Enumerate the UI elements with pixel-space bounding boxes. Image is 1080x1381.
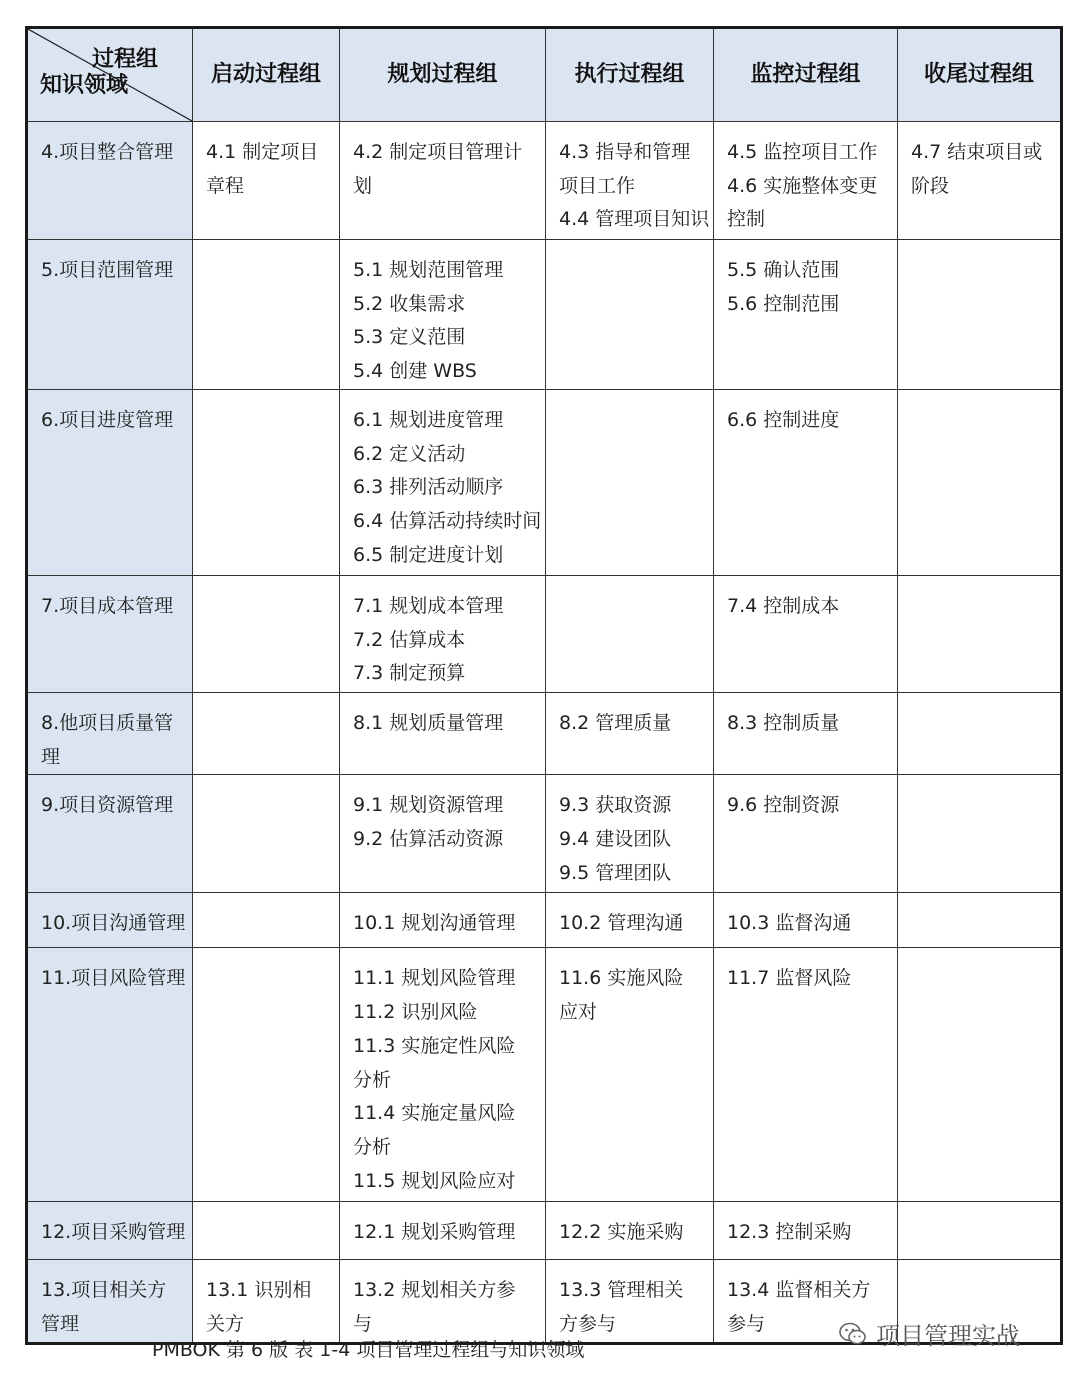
process-cell-planning <box>340 693 546 775</box>
process-line: 5.2 收集需求 <box>353 292 466 315</box>
process-line: 5.6 控制范围 <box>727 292 840 315</box>
process-line: 11.3 实施定性风险 <box>353 1034 516 1057</box>
process-cell-closing <box>898 1202 1062 1260</box>
process-cell-initiating <box>193 893 340 948</box>
knowledge-area-cell <box>27 1260 193 1343</box>
knowledge-area-cell <box>27 122 193 240</box>
process-cell-monitoring <box>714 948 898 1202</box>
table-row <box>27 1202 1062 1260</box>
process-cell-closing <box>898 948 1062 1202</box>
process-cell-initiating <box>193 390 340 576</box>
process-line: 4.3 指导和管理 <box>559 141 691 163</box>
knowledge-area-cell <box>27 775 193 893</box>
process-line: 9.1 规划资源管理 <box>353 794 504 817</box>
header-planning: 规划过程组 <box>340 28 546 122</box>
process-cell-planning <box>340 576 546 693</box>
process-line: 7.2 估算成本 <box>353 628 466 651</box>
process-cell-executing <box>546 693 714 775</box>
process-cell-initiating <box>193 122 340 240</box>
process-cell-planning <box>340 775 546 893</box>
process-line: 6.2 定义活动 <box>353 442 466 465</box>
process-cell-executing <box>546 893 714 948</box>
process-cell-planning <box>340 122 546 240</box>
process-line: 9.5 管理团队 <box>559 861 672 884</box>
process-line: 10.1 规划沟通管理 <box>353 912 516 935</box>
process-cell-executing <box>546 122 714 240</box>
knowledge-area-cell <box>27 693 193 775</box>
knowledge-area-label: 13.项目相关方 <box>41 1279 167 1302</box>
process-cell-executing <box>546 390 714 576</box>
table-row <box>27 390 1062 576</box>
process-line: 分析 <box>353 1135 392 1158</box>
corner-knowledge-area-label: 知识领域 <box>40 73 129 99</box>
process-line: 4.5 监控项目工作 <box>727 141 878 163</box>
process-cell-closing <box>898 775 1062 893</box>
process-cell-monitoring <box>714 893 898 948</box>
process-line: 阶段 <box>911 174 950 197</box>
process-cell-monitoring <box>714 1202 898 1260</box>
process-cell-closing <box>898 390 1062 576</box>
knowledge-area-label: 7.项目成本管理 <box>41 595 174 617</box>
process-cell-monitoring <box>714 576 898 693</box>
process-cell-closing <box>898 122 1062 240</box>
process-line: 13.2 规划相关方参 <box>353 1279 516 1302</box>
process-cell-closing <box>898 693 1062 775</box>
watermark <box>838 1316 1020 1351</box>
process-line: 8.3 控制质量 <box>727 712 840 734</box>
process-cell-initiating <box>193 775 340 893</box>
process-line: 13.3 管理相关 <box>559 1279 684 1302</box>
table-caption: PMBOK 第 6 版 表 1-4 项目管理过程组与知识领域 <box>152 1339 585 1361</box>
process-line: 参与 <box>727 1313 766 1336</box>
knowledge-area-label: 9.项目资源管理 <box>41 794 174 817</box>
process-line: 方参与 <box>559 1313 617 1336</box>
process-line: 7.3 制定预算 <box>353 662 466 685</box>
process-line: 4.6 实施整体变更 <box>727 174 878 197</box>
watermark-text: 项目管理实战 <box>876 1322 1020 1350</box>
process-cell-executing <box>546 775 714 893</box>
knowledge-area-label: 8.他项目质量管理 <box>41 712 174 768</box>
process-cell-monitoring <box>714 390 898 576</box>
process-cell-planning <box>340 948 546 1202</box>
process-line: 9.2 估算活动资源 <box>353 828 504 851</box>
process-line: 11.4 实施定量风险 <box>353 1102 516 1125</box>
process-line: 4.4 管理项目知识 <box>559 208 710 231</box>
process-line: 4.7 结束项目或 <box>911 141 1043 163</box>
process-cell-initiating <box>193 1260 340 1343</box>
process-cell-initiating <box>193 1202 340 1260</box>
process-line: 11.2 识别风险 <box>353 1001 478 1024</box>
process-line: 4.2 制定项目管理计 <box>353 141 523 163</box>
process-cell-planning <box>340 390 546 576</box>
header-initiating: 启动过程组 <box>193 28 340 122</box>
process-line: 10.2 管理沟通 <box>559 912 684 935</box>
process-line: 10.3 监督沟通 <box>727 912 852 935</box>
process-cell-monitoring <box>714 122 898 240</box>
process-cell-planning <box>340 1260 546 1343</box>
header-row <box>27 28 1062 122</box>
process-line: 6.1 规划进度管理 <box>353 409 504 431</box>
process-cell-closing <box>898 893 1062 948</box>
process-cell-monitoring <box>714 775 898 893</box>
process-line: 11.7 监督风险 <box>727 967 852 990</box>
process-line: 章程 <box>206 174 245 197</box>
process-line: 12.3 控制采购 <box>727 1221 852 1244</box>
process-cell-planning <box>340 1202 546 1260</box>
knowledge-area-cell <box>27 1202 193 1260</box>
knowledge-area-label: 5.项目范围管理 <box>41 259 174 281</box>
process-cell-initiating <box>193 240 340 390</box>
table-row <box>27 775 1062 893</box>
process-knowledge-table <box>25 26 1063 1345</box>
process-line: 项目工作 <box>559 174 636 197</box>
knowledge-area-cell <box>27 240 193 390</box>
process-line: 6.6 控制进度 <box>727 409 840 431</box>
process-line: 5.3 定义范围 <box>353 326 466 349</box>
process-cell-initiating <box>193 576 340 693</box>
process-cell-monitoring <box>714 240 898 390</box>
process-line: 9.3 获取资源 <box>559 794 672 817</box>
process-line: 9.4 建设团队 <box>559 828 672 851</box>
process-line: 6.4 估算活动持续时间 <box>353 510 542 533</box>
knowledge-area-label-line2: 管理 <box>41 1313 80 1336</box>
header-monitoring: 监控过程组 <box>714 28 898 122</box>
process-cell-executing <box>546 1202 714 1260</box>
table-row <box>27 893 1062 948</box>
process-line: 11.1 规划风险管理 <box>353 967 516 990</box>
knowledge-area-label: 6.项目进度管理 <box>41 409 174 431</box>
process-line: 7.1 规划成本管理 <box>353 595 504 617</box>
header-executing: 执行过程组 <box>546 28 714 122</box>
process-cell-planning <box>340 893 546 948</box>
process-cell-executing <box>546 948 714 1202</box>
process-line: 4.1 制定项目 <box>206 141 319 163</box>
process-line: 8.2 管理质量 <box>559 712 672 734</box>
knowledge-area-cell <box>27 576 193 693</box>
process-cell-planning <box>340 240 546 390</box>
process-line: 13.4 监督相关方 <box>727 1279 871 1302</box>
table-row <box>27 576 1062 693</box>
knowledge-area-cell <box>27 390 193 576</box>
process-line: 应对 <box>559 1001 598 1024</box>
process-line: 6.3 排列活动顺序 <box>353 476 504 499</box>
corner-process-group-label: 过程组 <box>91 47 158 72</box>
process-line: 12.2 实施采购 <box>559 1221 684 1244</box>
table-row <box>27 240 1062 390</box>
process-line: 13.1 识别相 <box>206 1279 312 1302</box>
process-line: 划 <box>353 174 373 197</box>
process-cell-executing <box>546 576 714 693</box>
process-cell-initiating <box>193 693 340 775</box>
process-line: 控制 <box>727 208 766 231</box>
process-line: 11.6 实施风险 <box>559 967 684 990</box>
knowledge-area-label: 4.项目整合管理 <box>41 141 174 163</box>
process-cell-executing <box>546 240 714 390</box>
process-line: 关方 <box>206 1313 245 1336</box>
table-row <box>27 693 1062 775</box>
process-line: 5.4 创建 WBS <box>353 360 477 383</box>
process-cell-initiating <box>193 948 340 1202</box>
knowledge-area-label: 10.项目沟通管理 <box>41 912 186 935</box>
knowledge-area-cell <box>27 893 193 948</box>
process-cell-executing <box>546 1260 714 1343</box>
process-line: 12.1 规划采购管理 <box>353 1221 516 1244</box>
corner-header <box>27 28 193 122</box>
process-line: 11.5 规划风险应对 <box>353 1169 516 1192</box>
process-line: 8.1 规划质量管理 <box>353 712 504 734</box>
process-line: 7.4 控制成本 <box>727 595 840 617</box>
process-cell-closing <box>898 576 1062 693</box>
process-line: 与 <box>353 1313 373 1336</box>
header-closing: 收尾过程组 <box>898 28 1062 122</box>
process-line: 5.5 确认范围 <box>727 259 840 281</box>
process-line: 5.1 规划范围管理 <box>353 259 504 281</box>
process-line: 6.5 制定进度计划 <box>353 543 504 566</box>
table-row <box>27 948 1062 1202</box>
table-row <box>27 122 1062 240</box>
wechat-icon <box>838 1319 868 1349</box>
process-line: 9.6 控制资源 <box>727 794 840 817</box>
process-cell-monitoring <box>714 693 898 775</box>
process-cell-closing <box>898 240 1062 390</box>
knowledge-area-label: 11.项目风险管理 <box>41 967 186 990</box>
process-line: 分析 <box>353 1068 392 1091</box>
knowledge-area-cell <box>27 948 193 1202</box>
knowledge-area-label: 12.项目采购管理 <box>41 1221 186 1244</box>
